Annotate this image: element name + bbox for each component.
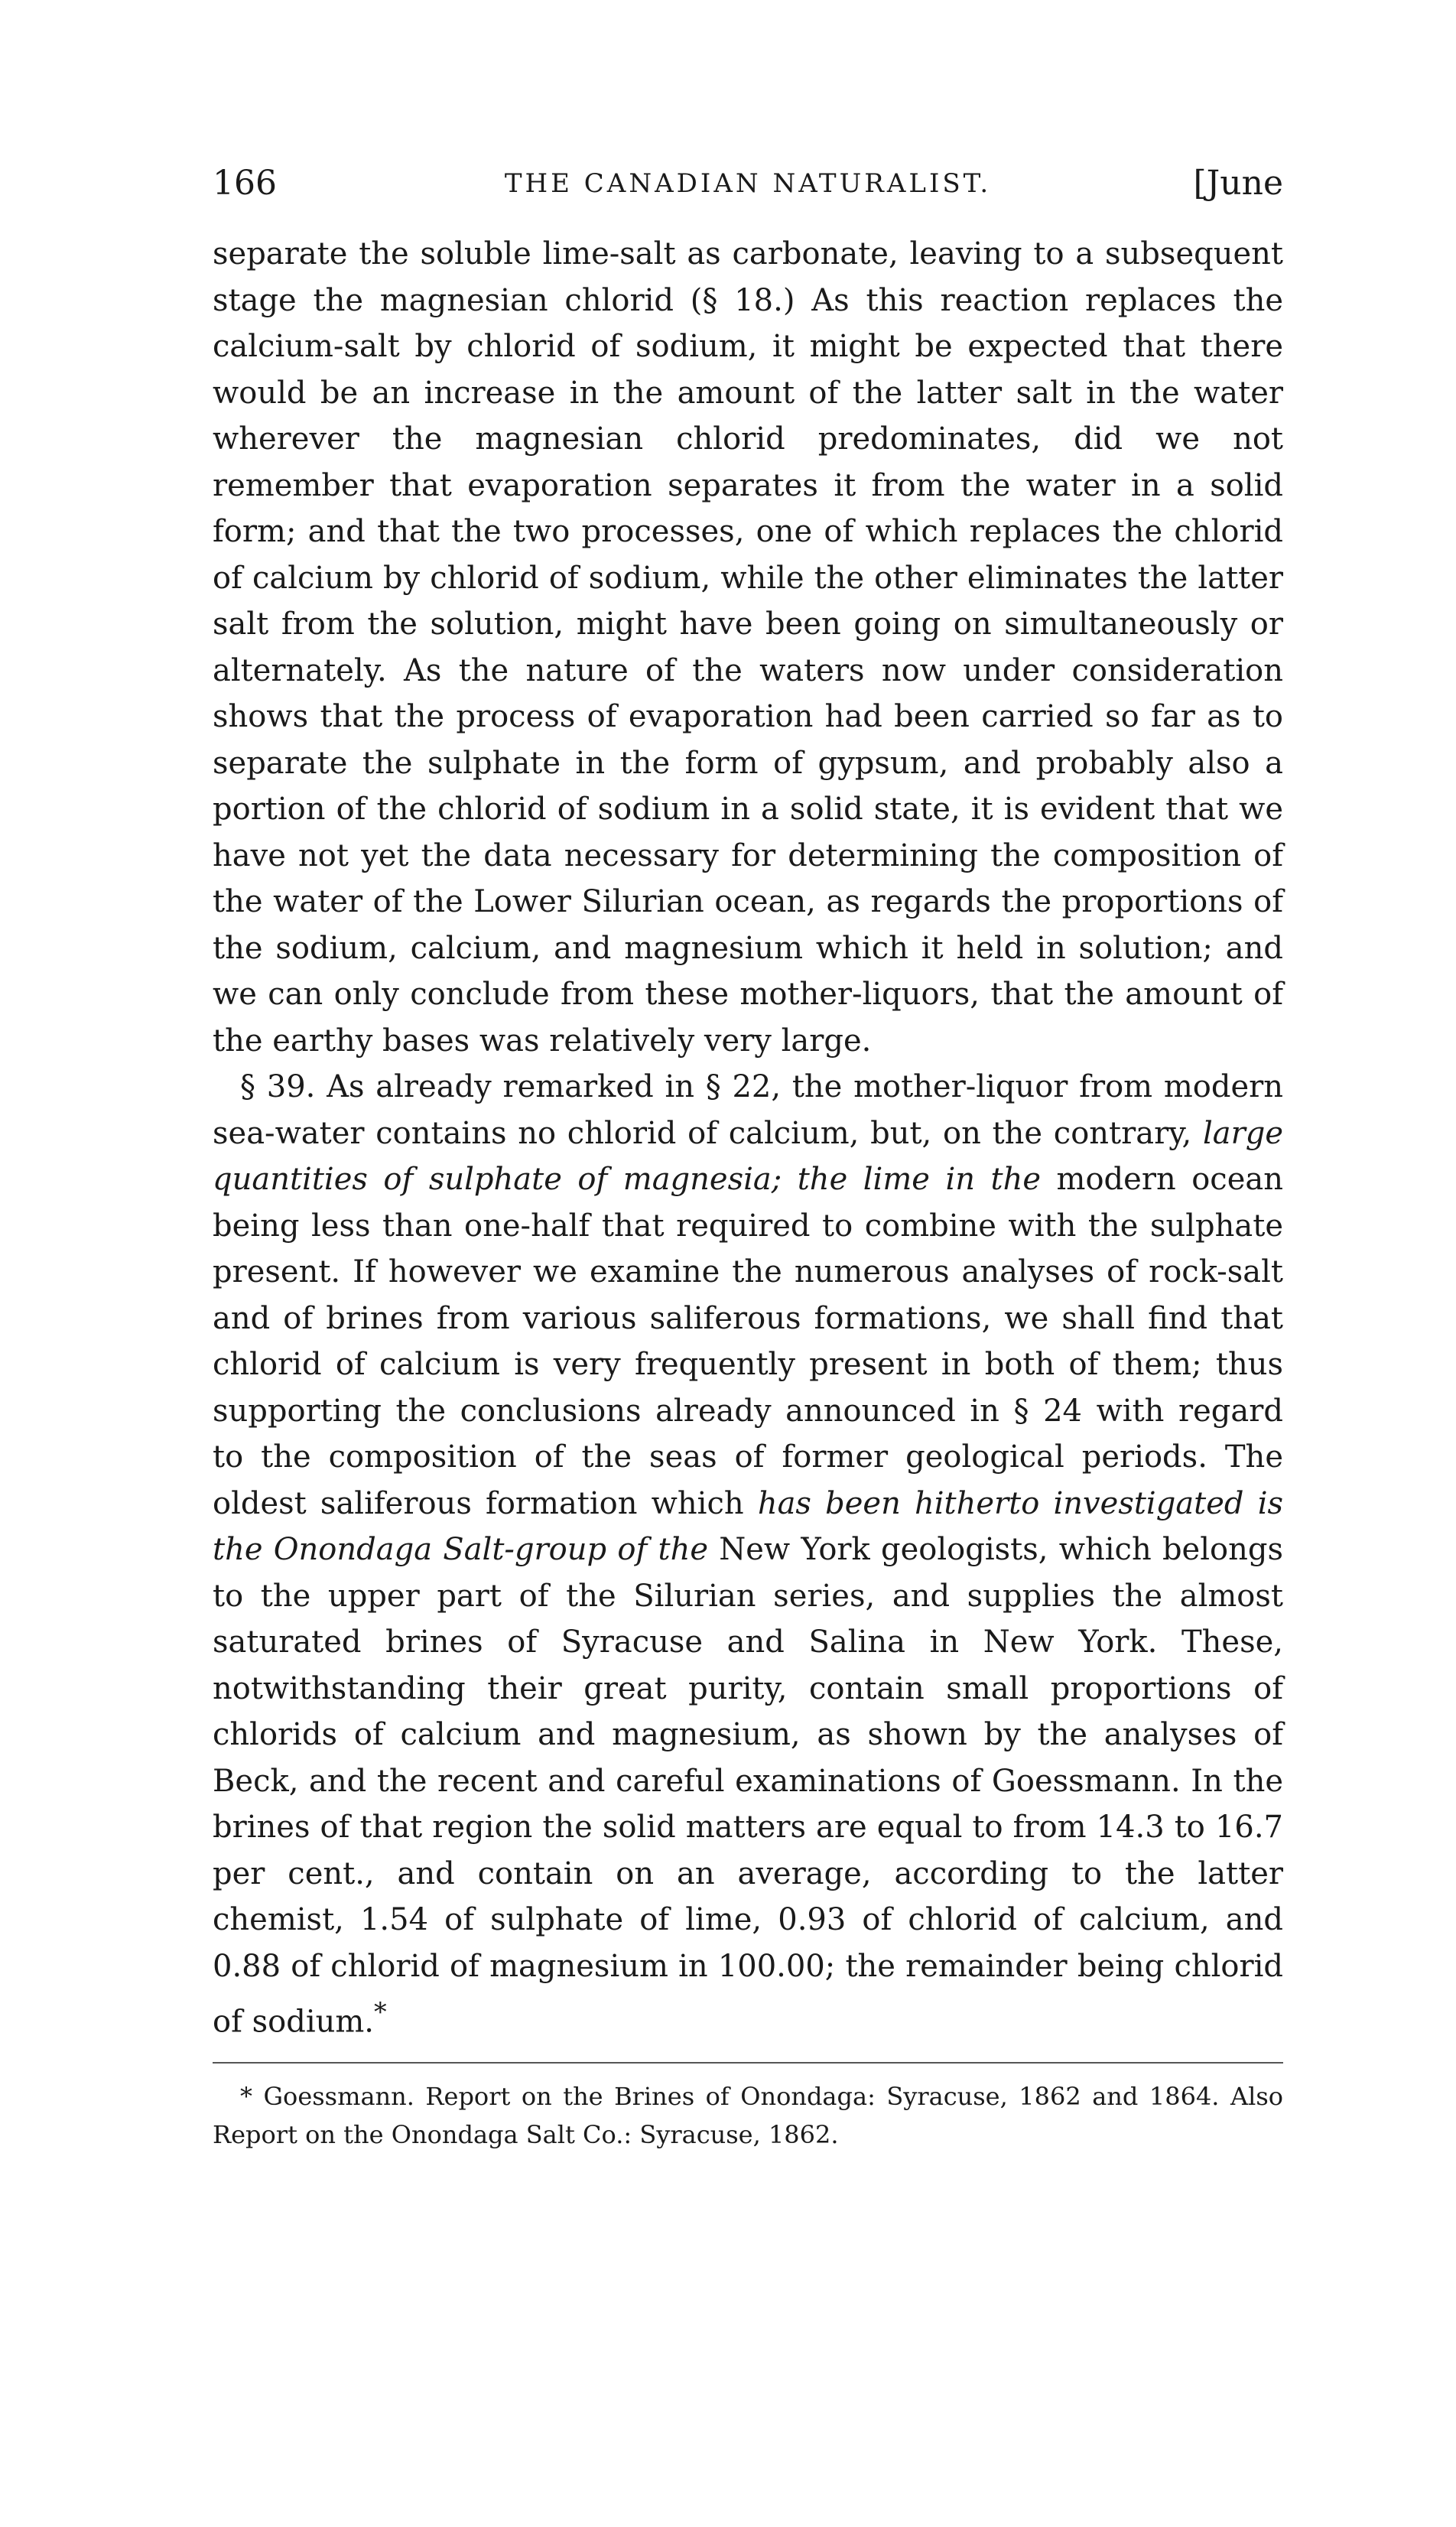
footnote-text: Goessmann. Report on the Brines of Onondaga: Syracuse, 1862 and 1864. Also Report on the Onondaga Salt Co.: Syracuse, 1862. bbox=[213, 2081, 1283, 2149]
footnote-marker: * bbox=[240, 2081, 252, 2111]
issue-month: [June bbox=[1193, 164, 1283, 203]
italic-phrase: has been hitherto investigated is the Onondaga Salt-group of the bbox=[213, 1485, 1284, 1567]
paragraph-text: New York geologists, which belongs to the upper part of the Silurian series, and supplies the almost saturated brines of Syracuse and Salina in New York. These, notwithstanding their great purity, contain small proportions of chlorids of calcium and magnesium, as shown by the analyses of Beck, and the recent and careful examinations of Goessmann. In the brines of that region the solid matters are equal to from 14.3 to 16.7 per cent., and contain on an average, according to the latter chemist, 1.54 of sulphate of lime, 0.93 of chlorid of calcium, and 0.88 of chlorid of magnesium in 100.00; the remainder being chlorid of sodium. bbox=[213, 1532, 1283, 2040]
page-number: 166 bbox=[213, 164, 277, 203]
body-text bbox=[213, 231, 1283, 2045]
paragraph-continued: separate the soluble lime-salt as carbonate, leaving to a subsequent stage the magnesian chlorid (§ 18.) As this reaction replaces the calcium-salt by chlorid of sodium, it might be expected that there would be an increase in the amount of the latter salt in the water wherever the magnesian chlorid predominates, did we not remember that evaporation separates it from the water in a solid form; and that the two processes, one of which replaces the chlorid of calcium by chlorid of sodium, while the other eliminates the latter salt from the solution, might have been going on simultaneously or alternately. As the nature of the waters now under consideration shows that the process of evaporation had been carried so far as to separate the sulphate in the form of gypsum, and probably also a portion of the chlorid of sodium in a solid state, it is evident that we have not yet the data necessary for determining the composition of the water of the Lower Silurian ocean, as regards the proportions of the sodium, calcium, and magnesium which it held in solution; and we can only conclude from these mother-liquors, that the amount of the earthy bases was relatively very large. bbox=[213, 236, 1283, 1059]
footnote-reference: * bbox=[374, 1997, 387, 2027]
footnote bbox=[213, 2077, 1283, 2154]
paragraph-text: As already remarked in § 22, the mother-liquor from modern sea-water contains no chlorid of calcium, but, on the contrary, bbox=[213, 1069, 1283, 1151]
book-page bbox=[213, 153, 1283, 2154]
italic-phrase: large quantities of sulphate of magnesia; the lime in the bbox=[213, 1115, 1283, 1197]
running-head bbox=[213, 153, 1283, 214]
paragraph-section-39 bbox=[213, 1064, 1283, 2045]
section-mark: § 39. bbox=[240, 1069, 316, 1104]
paragraph-text: modern ocean being less than one-half that required to combine with the sulphate present. If however we examine the numerous analyses of rock-salt and of brines from various saliferous formations, we shall find that chlorid of calcium is very frequently present in both of them; thus supporting the conclusions already announced in § 24 with regard to the composition of the seas of former geological periods. The oldest saliferous formation which bbox=[213, 1162, 1283, 1521]
footnote-rule bbox=[213, 2062, 1283, 2064]
journal-title: THE CANADIAN NATURALIST. bbox=[504, 168, 992, 199]
